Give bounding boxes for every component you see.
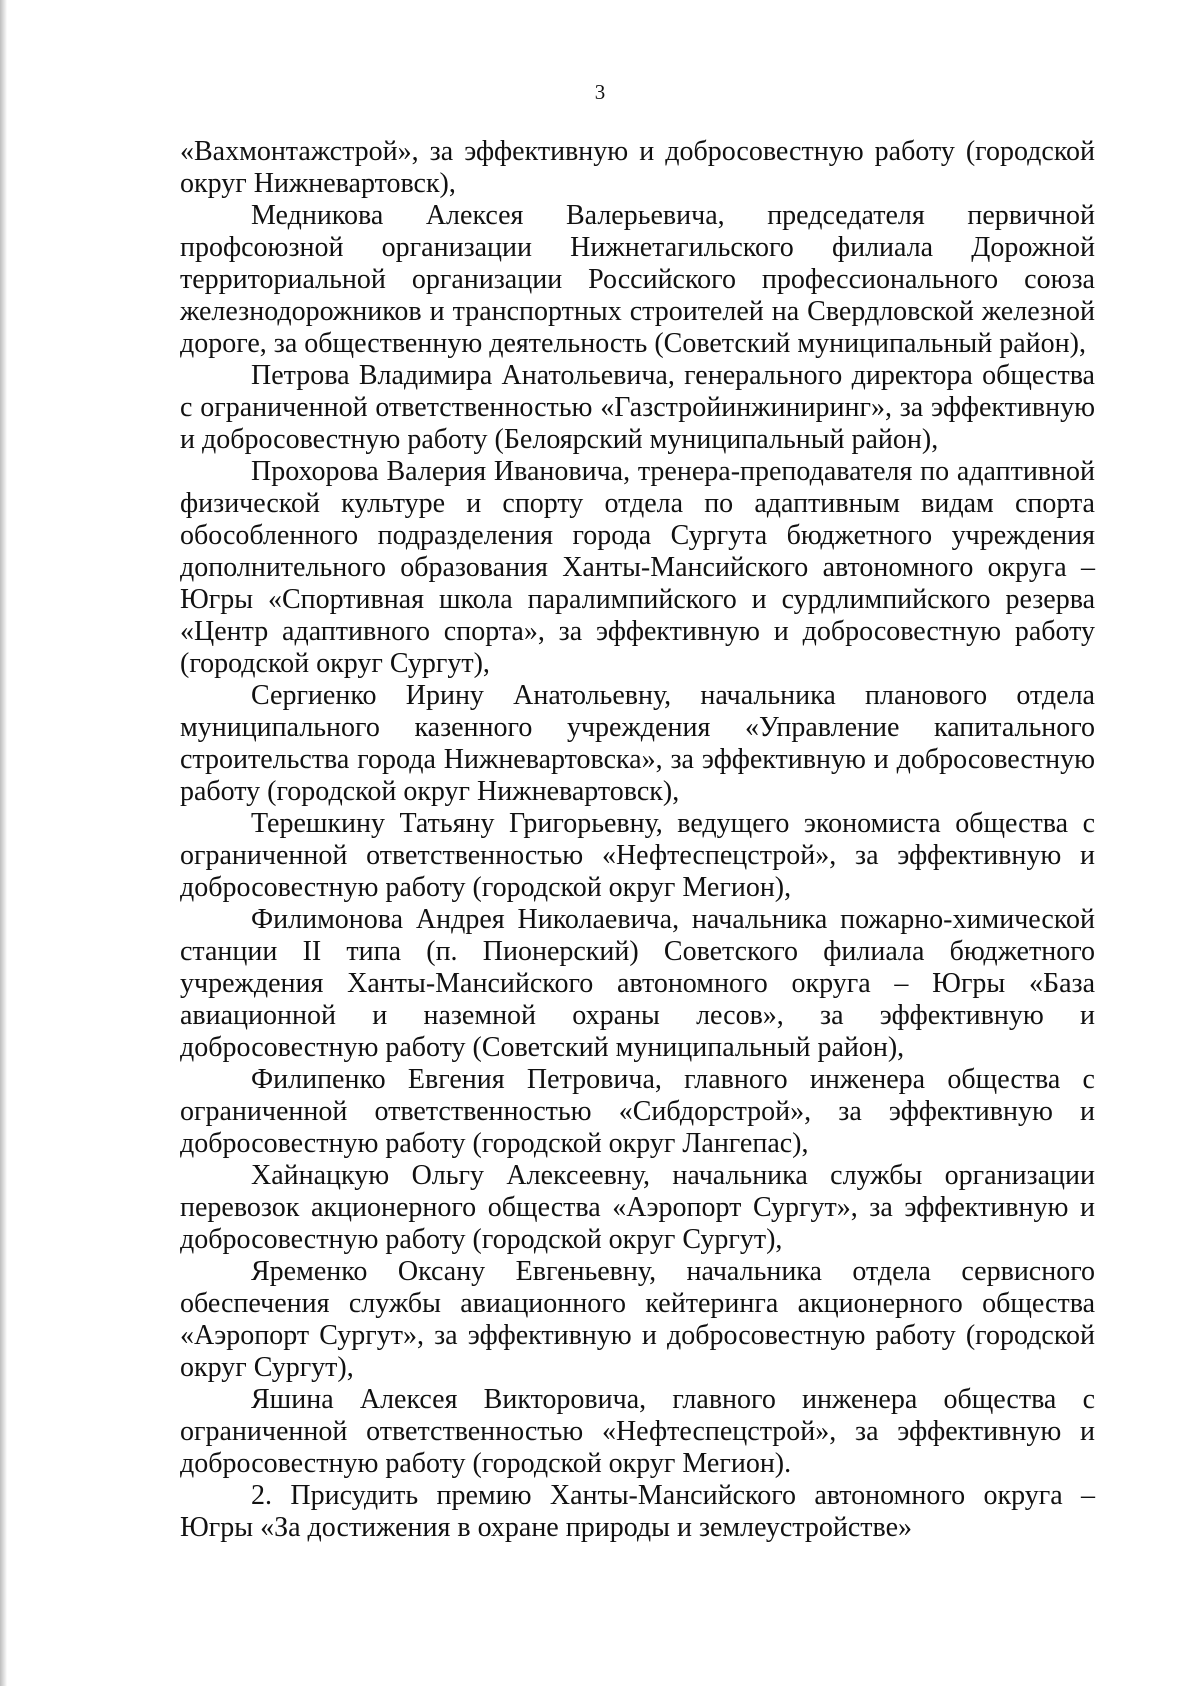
scan-edge xyxy=(0,0,7,1686)
paragraph-sergienko: Сергиенко Ирину Анатольевну, начальника планового отдела муниципального казенного учреждения «Управление капитального строительства города Нижневартовска», за эффективную и добросовестную работу (городской округ Нижневартовск), xyxy=(180,680,1095,807)
paragraph-yashin: Яшина Алексея Викторовича, главного инженера общества с ограниченной ответственностью «Нефтеспецстрой», за эффективную и добросовестную работу (городской округ Мегион). xyxy=(180,1384,1095,1479)
paragraph-yaremenko: Яременко Оксану Евгеньевну, начальника отдела сервисного обеспечения службы авиационного кейтеринга акционерного общества «Аэропорт Сургут», за эффективную и добросовестную работу (городской округ Сургут), xyxy=(180,1256,1095,1383)
paragraph-filipenko: Филипенко Евгения Петровича, главного инженера общества с ограниченной ответственностью «Сибдорстрой», за эффективную и добросовестную работу (городской округ Лангепас), xyxy=(180,1064,1095,1159)
paragraph-item-2: 2. Присудить премию Ханты-Мансийского автономного округа – Югры «За достижения в охране природы и землеустройстве» xyxy=(180,1480,1095,1543)
paragraph-khainatskaya: Хайнацкую Ольгу Алексеевну, начальника службы организации перевозок акционерного общества «Аэропорт Сургут», за эффективную и добросовестную работу (городской округ Сургут), xyxy=(180,1160,1095,1255)
paragraph-petrov: Петрова Владимира Анатольевича, генерального директора общества с ограниченной ответственностью «Газстройинжиниринг», за эффективную и добросовестную работу (Белоярский муниципальный район), xyxy=(180,360,1095,455)
page-number: 3 xyxy=(594,80,606,104)
document-body xyxy=(180,136,1095,1544)
paragraph-continuation: «Вахмонтажстрой», за эффективную и добросовестную работу (городской округ Нижневартовск), xyxy=(180,136,1095,199)
paragraph-prokhorov: Прохорова Валерия Ивановича, тренера-преподавателя по адаптивной физической культуре и спорту отдела по адаптивным видам спорта обособленного подразделения города Сургута бюджетного учреждения дополнительного образования Ханты-Мансийского автономного округа – Югры «Спортивная школа паралимпийского и сурдлимпийского резерва «Центр адаптивного спорта», за эффективную и добросовестную работу (городской округ Сургут), xyxy=(180,456,1095,679)
paragraph-mednikov: Медникова Алексея Валерьевича, председателя первичной профсоюзной организации Нижнетагильского филиала Дорожной территориальной организации Российского профессионального союза железнодорожников и транспортных строителей на Свердловской железной дороге, за общественную деятельность (Советский муниципальный район), xyxy=(180,200,1095,359)
paragraph-tereshkina: Терешкину Татьяну Григорьевну, ведущего экономиста общества с ограниченной ответственностью «Нефтеспецстрой», за эффективную и добросовестную работу (городской округ Мегион), xyxy=(180,808,1095,903)
paragraph-filimonov: Филимонова Андрея Николаевича, начальника пожарно-химической станции II типа (п. Пионерский) Советского филиала бюджетного учреждения Ханты-Мансийского автономного округа – Югры «База авиационной и наземной охраны лесов», за эффективную и добросовестную работу (Советский муниципальный район), xyxy=(180,904,1095,1063)
